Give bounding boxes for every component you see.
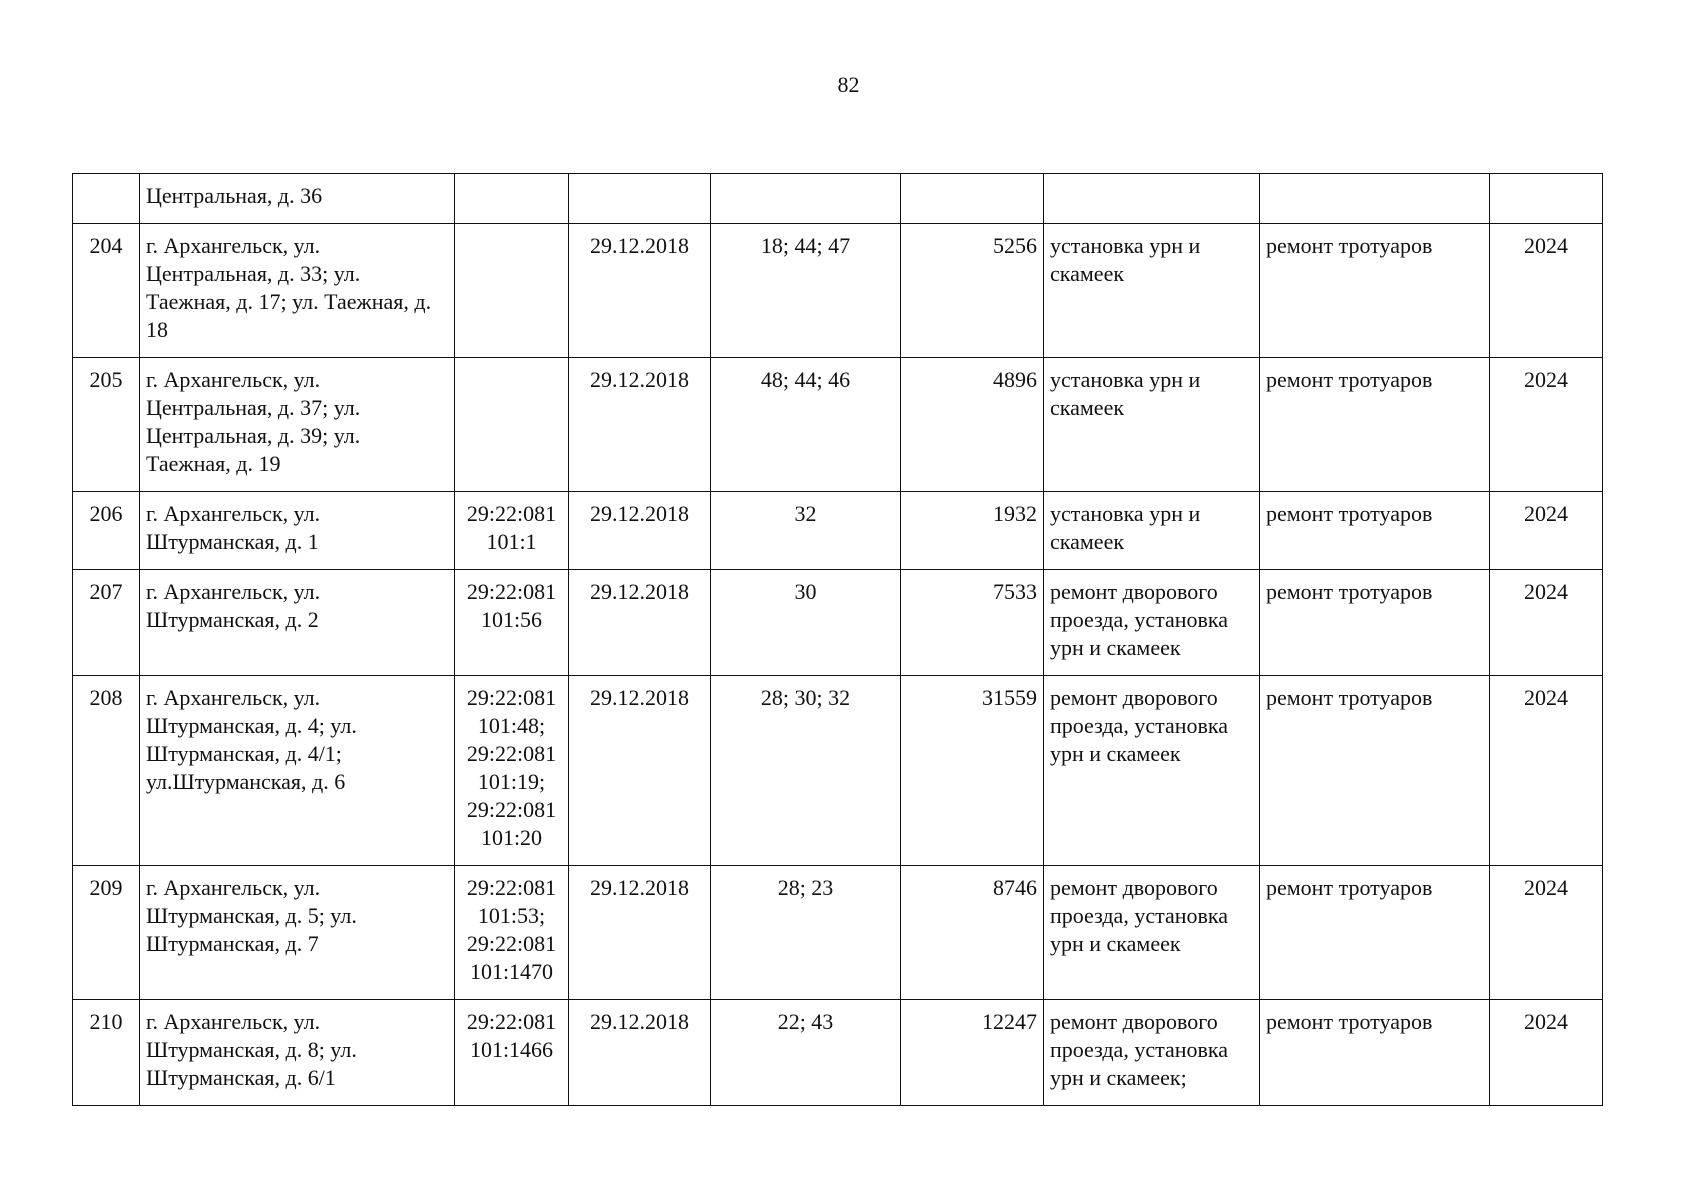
year-cell: 2024 xyxy=(1490,492,1603,570)
year-cell: 2024 xyxy=(1490,224,1603,358)
date-cell xyxy=(569,174,711,224)
works-cell xyxy=(1044,174,1260,224)
area-cell: 5256 xyxy=(901,224,1044,358)
table-row xyxy=(73,174,1603,224)
address-cell: г. Архангельск, ул. Штурманская, д. 5; ул. Штурманская, д. 7 xyxy=(140,866,455,1000)
table-row xyxy=(73,1000,1603,1106)
table-row xyxy=(73,676,1603,866)
cadastral-number-line: 101:19; xyxy=(477,769,546,794)
cadastral-number-line: 29:22:081 xyxy=(466,931,557,956)
row-number: 210 xyxy=(73,1000,140,1106)
additional-works-cell xyxy=(1260,174,1490,224)
row-number: 207 xyxy=(73,570,140,676)
row-number: 208 xyxy=(73,676,140,866)
additional-works-cell: ремонт тротуаров xyxy=(1260,866,1490,1000)
date-cell: 29.12.2018 xyxy=(569,676,711,866)
row-number: 206 xyxy=(73,492,140,570)
works-cell: ремонт дворового проезда, установка урн и скамеек xyxy=(1044,676,1260,866)
cadastral-number-line: 101:1470 xyxy=(469,959,554,984)
cadastral-number-line: 29:22:081 xyxy=(466,875,557,900)
address-cell: г. Архангельск, ул. Центральная, д. 37; ул. Центральная, д. 39; ул. Таежная, д. 19 xyxy=(140,358,455,492)
cadastral-number-line: 101:20 xyxy=(480,825,543,850)
cadastral-cell xyxy=(455,492,569,570)
cadastral-number-line: 101:56 xyxy=(480,607,543,632)
cadastral-number-line: 29:22:081 xyxy=(466,741,557,766)
year-cell: 2024 xyxy=(1490,1000,1603,1106)
area-cell: 1932 xyxy=(901,492,1044,570)
works-cell: ремонт дворового проезда, установка урн и скамеек xyxy=(1044,866,1260,1000)
row-number: 205 xyxy=(73,358,140,492)
date-cell: 29.12.2018 xyxy=(569,492,711,570)
improvement-table xyxy=(72,173,1603,1106)
apartments-cell: 22; 43 xyxy=(711,1000,901,1106)
address-cell: г. Архангельск, ул. Штурманская, д. 1 xyxy=(140,492,455,570)
address-cell: г. Архангельск, ул. Штурманская, д. 8; ул. Штурманская, д. 6/1 xyxy=(140,1000,455,1106)
area-cell: 7533 xyxy=(901,570,1044,676)
row-number xyxy=(73,174,140,224)
additional-works-cell: ремонт тротуаров xyxy=(1260,676,1490,866)
year-cell: 2024 xyxy=(1490,866,1603,1000)
additional-works-cell: ремонт тротуаров xyxy=(1260,492,1490,570)
apartments-cell: 32 xyxy=(711,492,901,570)
cadastral-number-line: 101:53; xyxy=(477,903,546,928)
area-cell: 12247 xyxy=(901,1000,1044,1106)
address-cell: г. Архангельск, ул. Центральная, д. 33; ул. Таежная, д. 17; ул. Таежная, д. 18 xyxy=(140,224,455,358)
page-number: 82 xyxy=(837,72,860,97)
date-cell: 29.12.2018 xyxy=(569,570,711,676)
apartments-cell: 18; 44; 47 xyxy=(711,224,901,358)
cadastral-cell xyxy=(455,676,569,866)
additional-works-cell: ремонт тротуаров xyxy=(1260,1000,1490,1106)
area-cell: 4896 xyxy=(901,358,1044,492)
table-row xyxy=(73,358,1603,492)
date-cell: 29.12.2018 xyxy=(569,1000,711,1106)
cadastral-number-line: 101:1 xyxy=(486,529,537,554)
cadastral-cell xyxy=(455,224,569,358)
area-cell: 31559 xyxy=(901,676,1044,866)
apartments-cell: 30 xyxy=(711,570,901,676)
year-cell xyxy=(1490,174,1603,224)
works-cell: ремонт дворового проезда, установка урн и скамеек xyxy=(1044,570,1260,676)
table-row xyxy=(73,866,1603,1000)
cadastral-number-line: 29:22:081 xyxy=(466,797,557,822)
cadastral-number-line: 29:22:081 xyxy=(466,1009,557,1034)
additional-works-cell: ремонт тротуаров xyxy=(1260,570,1490,676)
year-cell: 2024 xyxy=(1490,570,1603,676)
area-cell: 8746 xyxy=(901,866,1044,1000)
cadastral-cell xyxy=(455,1000,569,1106)
cadastral-number-line: 29:22:081 xyxy=(466,685,557,710)
date-cell: 29.12.2018 xyxy=(569,866,711,1000)
table-body xyxy=(73,174,1603,1106)
table-row xyxy=(73,492,1603,570)
year-cell: 2024 xyxy=(1490,676,1603,866)
row-number: 204 xyxy=(73,224,140,358)
cadastral-number-line: 101:48; xyxy=(477,713,546,738)
address-cell: г. Архангельск, ул. Штурманская, д. 2 xyxy=(140,570,455,676)
works-cell: установка урн и скамеек xyxy=(1044,492,1260,570)
apartments-cell: 28; 30; 32 xyxy=(711,676,901,866)
works-cell: ремонт дворового проезда, установка урн и скамеек; xyxy=(1044,1000,1260,1106)
apartments-cell: 48; 44; 46 xyxy=(711,358,901,492)
date-cell: 29.12.2018 xyxy=(569,224,711,358)
cadastral-number-line: 101:1466 xyxy=(469,1037,554,1062)
cadastral-cell xyxy=(455,570,569,676)
year-cell: 2024 xyxy=(1490,358,1603,492)
cadastral-number-line: 29:22:081 xyxy=(466,501,557,526)
works-cell: установка урн и скамеек xyxy=(1044,224,1260,358)
additional-works-cell: ремонт тротуаров xyxy=(1260,224,1490,358)
table-row xyxy=(73,570,1603,676)
apartments-cell: 28; 23 xyxy=(711,866,901,1000)
cadastral-cell xyxy=(455,358,569,492)
date-cell: 29.12.2018 xyxy=(569,358,711,492)
address-cell: г. Архангельск, ул. Штурманская, д. 4; ул. Штурманская, д. 4/1; ул.Штурманская, д. 6 xyxy=(140,676,455,866)
row-number: 209 xyxy=(73,866,140,1000)
area-cell xyxy=(901,174,1044,224)
address-cell: Центральная, д. 36 xyxy=(140,174,455,224)
cadastral-number-line: 29:22:081 xyxy=(466,579,557,604)
table-row xyxy=(73,224,1603,358)
works-cell: установка урн и скамеек xyxy=(1044,358,1260,492)
additional-works-cell: ремонт тротуаров xyxy=(1260,358,1490,492)
cadastral-cell xyxy=(455,866,569,1000)
cadastral-cell xyxy=(455,174,569,224)
apartments-cell xyxy=(711,174,901,224)
